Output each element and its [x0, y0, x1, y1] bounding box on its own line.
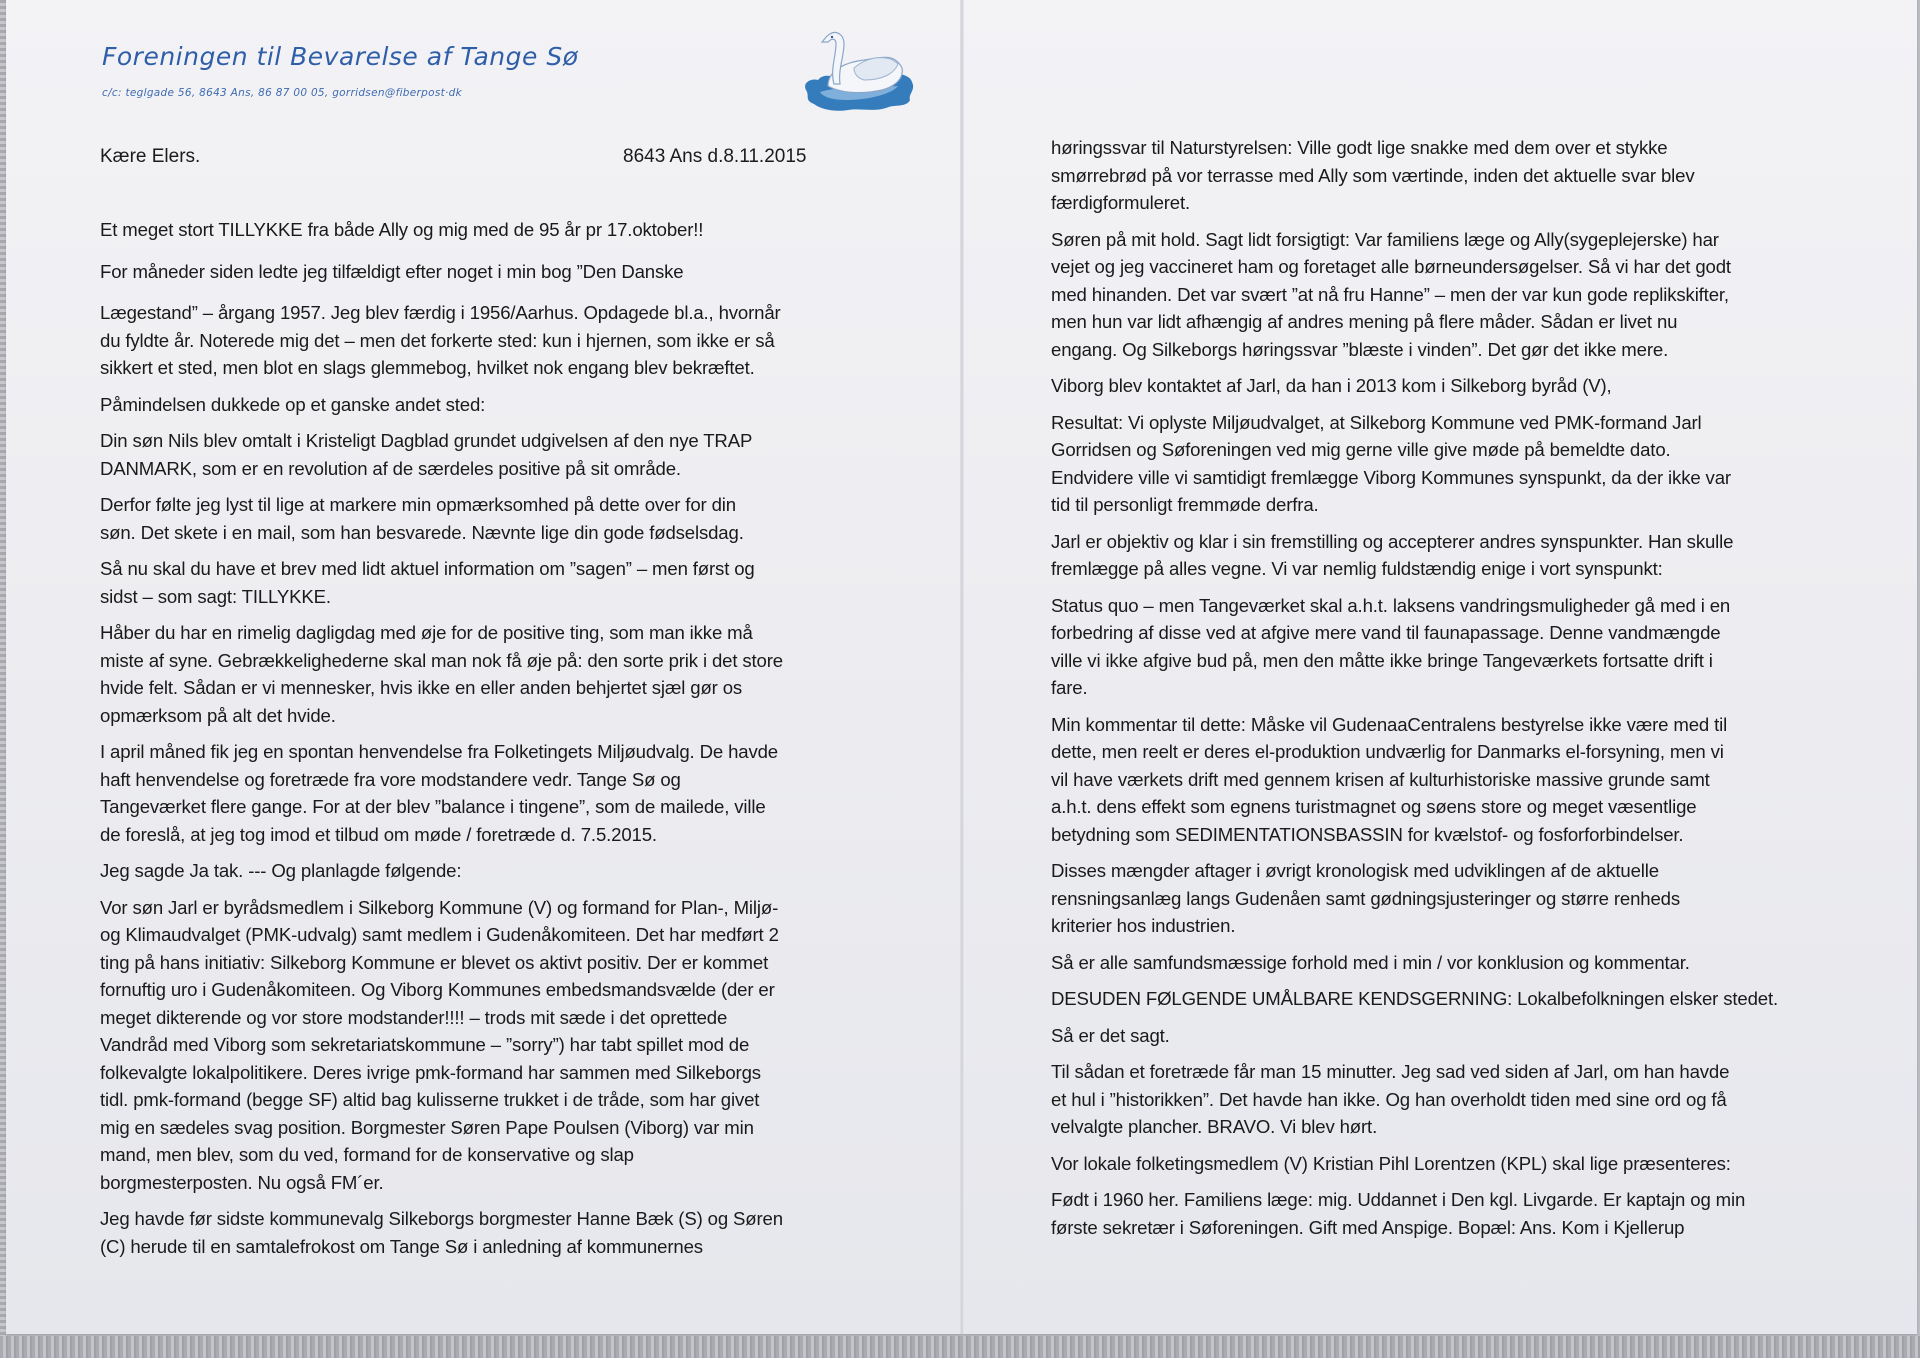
- paragraph: [100, 738, 880, 848]
- text-line: Vor søn Jarl er byrådsmedlem i Silkeborg Kommune (V) og formand for Plan-, Miljø-: [100, 896, 779, 918]
- text-line: Så er det sagt.: [1051, 1024, 1170, 1046]
- text-line: hvide felt. Sådan er vi mennesker, hvis ikke en eller anden behjertet sjæl gør os: [100, 677, 743, 698]
- text-line: kriterier hos industrien.: [1051, 915, 1236, 936]
- text-line: Resultat: Vi oplyste Miljøudvalget, at Silkeborg Kommune ved PMK-formand Jarl: [1051, 411, 1702, 433]
- letter-body-left: [100, 216, 880, 1269]
- paragraph: [100, 555, 880, 610]
- text-line: Søren på mit hold. Sagt lidt forsigtigt: Var familiens læge og Ally(sygeplejerske) har: [1051, 228, 1719, 250]
- text-line: a.h.t. dens effekt som egnens turistmagnet og søens store og meget væsentlige: [1051, 796, 1697, 817]
- text-line: fornuftig uro i Gudenåkomiteen. Og Viborg Kommunes embedsmandsvælde (der er: [100, 979, 775, 1000]
- text-line: Min kommentar til dette: Måske vil GudenaaCentralens bestyrelse ikke være med til: [1051, 713, 1728, 735]
- text-line: opmærksom på alt det hvide.: [100, 704, 336, 726]
- paragraph: [100, 1205, 880, 1260]
- text-line: I april måned fik jeg en spontan henvendelse fra Folketingets Miljøudvalg. De havde: [100, 741, 778, 762]
- text-line: du fyldte år. Noterede mig det – men det forkerte sted: kun i hjernen, som ikke er så: [100, 329, 775, 351]
- place-and-date: 8643 Ans d.8.11.2015: [623, 146, 807, 167]
- text-line: ting på hans initiativ: Silkeborg Kommune er blevet os aktivt positiv. Der er kommet: [100, 951, 769, 973]
- text-line: men hun var lidt afhængig af andres mening på flere måder. Sådan er livet nu: [1051, 311, 1678, 332]
- text-line: For måneder siden ledte jeg tilfældigt efter noget i min bog ”Den Danske: [100, 260, 684, 282]
- paragraph: [1051, 372, 1841, 400]
- text-line: Jeg havde før sidste kommunevalg Silkeborgs borgmester Hanne Bæk (S) og Søren: [100, 1208, 783, 1229]
- text-line: dette, men reelt er deres el-produktion undværlig for Danmarks el-forsyning, men vi: [1051, 741, 1724, 762]
- text-line: Vor lokale folketingsmedlem (V) Kristian Pihl Lorentzen (KPL) skal lige præsenteres:: [1051, 1152, 1731, 1174]
- text-line: Gorridsen og Søforeningen ved mig gerne ville give møde på bemeldte dato.: [1051, 439, 1671, 460]
- text-line: borgmesterposten. Nu også FM´er.: [100, 1171, 384, 1193]
- text-line: Tangeværket flere gange. For at der blev ”balance i tingene”, som de mailede, ville: [100, 796, 766, 817]
- paragraph: [100, 894, 880, 1197]
- paragraph: [1051, 1058, 1841, 1141]
- paragraph: [1051, 528, 1841, 583]
- text-line: Vandråd med Viborg som sekretariatskommune – ”sorry”) har tabt spillet mod de: [100, 1034, 750, 1055]
- text-line: mand, men blev, som du ved, formand for de konservative og slap: [100, 1144, 634, 1165]
- text-line: sikkert et sted, men blot en slags glemmebog, hvilket nok engang blev bekræftet.: [100, 357, 755, 378]
- paragraph: [1051, 226, 1841, 364]
- text-line: et hul i ”historikken”. Det havde han ikke. Og han overholdt tiden med sine ord og få: [1051, 1088, 1727, 1110]
- text-line: Jeg sagde Ja tak. --- Og planlagde følgende:: [100, 860, 462, 881]
- paragraph: [1051, 949, 1841, 977]
- text-line: (C) herude til en samtalefrokost om Tange Sø i anledning af kommunernes: [100, 1235, 703, 1257]
- text-line: DESUDEN FØLGENDE UMÅLBARE KENDSGERNING: Lokalbefolkningen elsker stedet.: [1051, 988, 1779, 1009]
- text-line: sidst – som sagt: TILLYKKE.: [100, 585, 331, 607]
- text-line: folkevalgte lokalpolitikere. Deres ivrige pmk-formand har sammen med Silkeborgs: [100, 1061, 761, 1083]
- text-line: forbedring af disse ved at afgive mere vand til faunapassage. Denne vandmængde: [1051, 622, 1721, 643]
- organization-name: Foreningen til Bevarelse af Tange Sø: [102, 42, 579, 71]
- paragraph: [1051, 1022, 1841, 1050]
- text-line: Derfor følte jeg lyst til lige at markere min opmærksomhed på dette over for din: [100, 494, 736, 515]
- text-line: vil have værkets drift med gennem krisen af kulturhistoriske massive grunde samt: [1051, 768, 1710, 790]
- paragraph: [1051, 1150, 1841, 1178]
- text-line: fare.: [1051, 677, 1088, 698]
- text-line: betydning som SEDIMENTATIONSBASSIN for kvælstof- og fosforforbindelser.: [1051, 823, 1684, 845]
- letter-body-right: [1051, 134, 1841, 1250]
- paragraph: [1051, 409, 1841, 519]
- text-line: tid til personligt fremmøde derfra.: [1051, 494, 1319, 515]
- salutation: Kære Elers.: [100, 146, 201, 167]
- text-line: haft henvendelse og foretræde fra vore modstandere vedr. Tange Sø og: [100, 768, 681, 790]
- paragraph: [1051, 985, 1841, 1013]
- text-line: smørrebrød på vor terrasse med Ally som værtinde, inden det aktuelle svar blev: [1051, 164, 1695, 186]
- text-line: rensningsanlæg langs Gudenåen samt gødningsjusteringer og større renheds: [1051, 887, 1680, 909]
- text-line: tidl. pmk-formand (begge SF) altid bag kulisserne trukket i de tråde, som har givet: [100, 1089, 760, 1110]
- text-line: Lægestand” – årgang 1957. Jeg blev færdig i 1956/Aarhus. Opdagede bl.a., hvornår: [100, 302, 781, 323]
- text-line: Håber du har en rimelig dagligdag med øje for de positive ting, som man ikke må: [100, 622, 753, 643]
- text-line: velvalgte plancher. BRAVO. Vi blev hørt.: [1051, 1116, 1378, 1137]
- text-line: Et meget stort TILLYKKE fra både Ally og mig med de 95 år pr 17.oktober!!: [100, 219, 704, 240]
- text-line: Så nu skal du have et brev med lidt aktuel information om ”sagen” – men først og: [100, 558, 755, 579]
- paragraph: [1051, 857, 1841, 940]
- text-line: Endvidere ville vi samtidigt fremlægge Viborg Kommunes synspunkt, da der ikke var: [1051, 466, 1731, 488]
- text-line: Status quo – men Tangeværket skal a.h.t. laksens vandringsmuligheder gå med i en: [1051, 594, 1731, 616]
- text-line: ville vi ikke afgive bud på, men den måtte ikke bringe Tangeværkets fortsatte drift i: [1051, 649, 1713, 671]
- paragraph: [100, 619, 880, 729]
- swan-logo-icon: [798, 20, 918, 120]
- text-line: Så er alle samfundsmæssige forhold med i min / vor konklusion og kommentar.: [1051, 951, 1690, 973]
- paragraph: [100, 491, 880, 546]
- paragraph: [1051, 592, 1841, 702]
- paragraph: [100, 299, 880, 382]
- text-line: Til sådan et foretræde får man 15 minutter. Jeg sad ved siden af Jarl, om han havde: [1051, 1061, 1730, 1082]
- text-line: søn. Det skete i en mail, som han besvarede. Nævnte lige din gode fødselsdag.: [100, 521, 744, 543]
- paragraph: [100, 427, 880, 482]
- scanner-edge-bottom: [0, 1336, 1920, 1358]
- organization-address: c/c: teglgade 56, 8643 Ans, 86 87 00 05, gorridsen@fiberpost·dk: [102, 87, 462, 99]
- text-line: høringssvar til Naturstyrelsen: Ville godt lige snakke med dem over et stykke: [1051, 137, 1668, 158]
- text-line: Disses mængder aftager i øvrigt kronologisk med udviklingen af de aktuelle: [1051, 860, 1659, 881]
- text-line: engang. Og Silkeborgs høringssvar ”blæste i vinden”. Det gør det ikke mere.: [1051, 338, 1669, 360]
- paragraph: [1051, 134, 1841, 217]
- paragraph: [100, 391, 880, 419]
- text-line: Jarl er objektiv og klar i sin fremstilling og accepterer andres synspunkter. Han skulle: [1051, 530, 1734, 552]
- text-line: Påmindelsen dukkede op et ganske andet sted:: [100, 393, 486, 415]
- text-line: Din søn Nils blev omtalt i Kristeligt Dagblad grundet udgivelsen af den nye TRAP: [100, 430, 753, 451]
- page-fold: [960, 0, 964, 1334]
- text-line: første sekretær i Søforeningen. Gift med Anspige. Bopæl: Ans. Kom i Kjellerup: [1051, 1216, 1685, 1238]
- paragraph: [100, 258, 880, 286]
- text-line: meget dikterende og vor store modstander!!!! – trods mit sæde i det oprettede: [100, 1006, 728, 1028]
- text-line: miste af syne. Gebrækkelighederne skal man nok få øje på: den sorte prik i det store: [100, 649, 783, 671]
- paragraph: [1051, 711, 1841, 849]
- text-line: DANMARK, som er en revolution af de særdeles positive på sit område.: [100, 457, 681, 479]
- text-line: Født i 1960 her. Familiens læge: mig. Uddannet i Den kgl. Livgarde. Er kaptajn og min: [1051, 1189, 1746, 1210]
- text-line: med hinanden. Det var svært ”at nå fru Hanne” – men der var kun gode replikskifter,: [1051, 283, 1729, 305]
- text-line: og Klimaudvalget (PMK-udvalg) samt medlem i Gudenåkomiteen. Det har medført 2: [100, 924, 779, 945]
- text-line: mig en sædeles svag position. Borgmester Søren Pape Poulsen (Viborg) var min: [100, 1116, 754, 1138]
- text-line: de foreslå, at jeg tog imod et tilbud om møde / foretræde d. 7.5.2015.: [100, 823, 657, 845]
- text-line: fremlægge på alles vegne. Vi var nemlig fuldstændig enige i vort synspunkt:: [1051, 558, 1663, 579]
- paragraph: [100, 216, 880, 244]
- text-line: vejet og jeg vaccineret ham og foretaget alle børneundersøgelser. Så vi har det godt: [1051, 256, 1731, 277]
- paragraph: [100, 857, 880, 885]
- text-line: Viborg blev kontaktet af Jarl, da han i 2013 kom i Silkeborg byråd (V),: [1051, 375, 1612, 396]
- paragraph: [1051, 1186, 1841, 1241]
- text-line: færdigformuleret.: [1051, 192, 1191, 213]
